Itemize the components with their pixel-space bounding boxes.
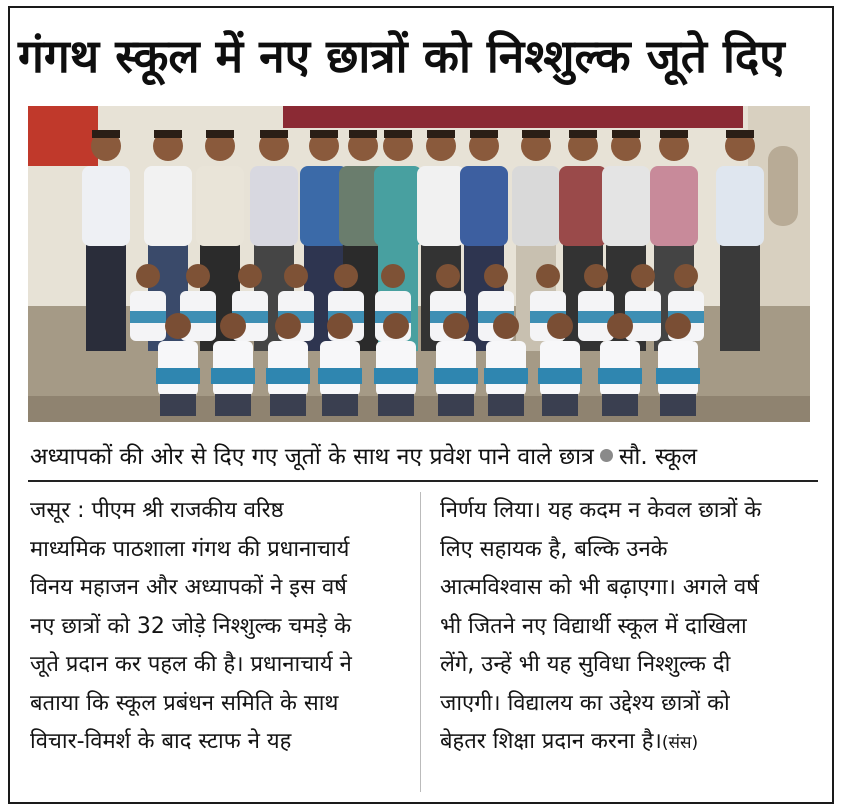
article-line: जूते प्रदान कर पहल की है। प्रधानाचार्य ने [30,652,352,677]
article-column-left [30,492,400,762]
article-line: भी जितने नए विद्यार्थी स्कूल में दाखिला [440,613,747,639]
school-banner [283,106,743,128]
group-photo-illustration [28,106,810,422]
headline: गंगथ स्कूल में नए छात्रों को निश्शुल्क जूते दिए [18,29,785,83]
shoe-box-icon [538,368,582,384]
article-line: जाएगी। विद्यालय का उद्देश्य छात्रों को [440,690,730,716]
shoe-box-icon [266,368,310,384]
caption-divider [28,480,818,482]
article-line: लिए सहायक है, बल्कि उनके [440,536,668,562]
caption-text: अध्यापकों की ओर से दिए गए जूतों के साथ नए प्रवेश पाने वाले छात्र [30,444,594,470]
shoe-box-icon [211,368,255,384]
article-line: विचार-विमर्श के बाद स्टाफ ने यह [30,729,292,754]
column-divider [420,492,421,792]
red-roof [28,106,98,166]
shoe-box-icon [434,368,478,384]
shoe-box-icon [130,311,166,323]
shoe-box-icon [656,368,700,384]
caption-credit: सौ. स्कूल [618,444,698,470]
byline: (संस) [661,733,699,753]
article-line: नए छात्रों को 32 जोड़े निश्शुल्क चमड़े के [30,613,352,639]
article-line: विनय महाजन और अध्यापकों ने इस वर्ष [30,575,347,600]
article-column-right [440,492,810,762]
article-line: माध्यमिक पाठशाला गंगथ की प्रधानाचार्य [30,536,350,562]
article-line: बताया कि स्कूल प्रबंधन समिति के साथ [30,690,339,716]
group-photo [28,106,810,422]
shoe-box-icon [318,368,362,384]
article-line: लेंगे, उन्हें भी यह सुविधा निश्शुल्क दी [440,652,731,677]
article-line-text: बेहतर शिक्षा प्रदान करना है। [440,729,662,754]
article-line: जसूर : पीएम श्री राजकीय वरिष्ठ [30,498,284,523]
shoe-box-icon [156,368,200,384]
shoe-box-icon [598,368,642,384]
article-line: आत्मविश्वास को भी बढ़ाएगा। अगले वर्ष [440,575,759,600]
photo-caption [30,440,820,474]
shoe-box-icon [484,368,528,384]
bullet-dot-icon [600,449,613,462]
shoe-box-icon [374,368,418,384]
article-line: निर्णय लिया। यह कदम न केवल छात्रों के [440,498,762,523]
article-line-last [440,723,810,762]
